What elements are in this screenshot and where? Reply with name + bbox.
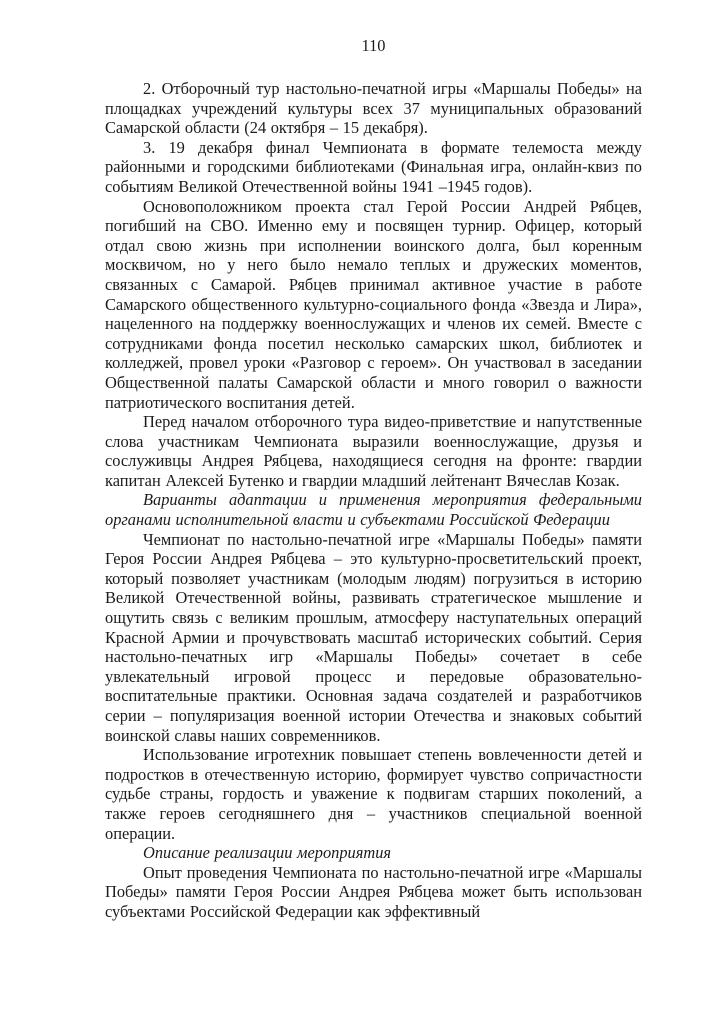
paragraph-qualifying-round: 2. Отборочный тур настольно-печатной игры «Маршалы Победы» на площадках учреждений культуры всех 37 муниципальных образований Самарской области (24 октября – 15 декабря). — [105, 79, 642, 138]
paragraph-experience-usage: Опыт проведения Чемпионата по настольно-печатной игре «Маршалы Победы» памяти Героя России Андрея Рябцева может быть использован субъектами Российской Федерации как эффективный — [105, 862, 642, 921]
document-body — [105, 79, 642, 922]
paragraph-final-round: 3. 19 декабря финал Чемпионата в формате телемоста между районными и городскими библиотеками (Финальная игра, онлайн-квиз по событиям Великой Отечественной войны 1941 –1945 годов). — [105, 137, 642, 196]
page-number: 110 — [361, 36, 386, 55]
heading-adaptation-options: Варианты адаптации и применения мероприятия федеральными органами исполнительной власти и субъектами Российской Федерации — [105, 490, 642, 530]
paragraph-game-techniques: Использование игротехник повышает степень вовлеченности детей и подростков в отечественную историю, формирует чувство сопричастности судьбе страны, гордость и уважение к подвигам старших поколений, а также героев сегодняшнего дня – участников специальной военной операции. — [105, 745, 642, 843]
heading-event-implementation: Описание реализации мероприятия — [143, 843, 392, 863]
paragraph-project-founder: Основоположником проекта стал Герой России Андрей Рябцев, погибший на СВО. Именно ему и посвящен турнир. Офицер, который отдал свою жизнь при исполнении воинского долга, был коренным москвичом, но у него было немало теплых и дружеских моментов, связанных с Самарой. Рябцев принимал активное участие в работе Самарского общественного культурно-социального фонда «Звезда и Лира», нацеленного на поддержку военнослужащих и членов их семей. Вместе с сотрудниками фонда посетил несколько самарских школ, библиотек и колледжей, провел уроки «Разговор с героем». Он участвовал в заседании Общественной палаты Самарской области и много говорил о важности патриотического воспитания детей. — [105, 196, 642, 412]
paragraph-video-greeting: Перед началом отборочного тура видео-приветствие и напутственные слова участникам Чемпионата выразили военнослужащие, друзья и сослуживцы Андрея Рябцева, находящиеся сегодня на фронте: гвардии капитан Алексей Бутенко и гвардии младший лейтенант Вячеслав Козак. — [105, 412, 642, 490]
paragraph-championship-description: Чемпионат по настольно-печатной игре «Маршалы Победы» памяти Героя России Андрея Рябцева – это культурно-просветительский проект, который позволяет участникам (молодым людям) погрузиться в историю Великой Отечественной войны, развивать стратегическое мышление и ощутить связь с великим прошлым, атмосферу наступательных операций Красной Армии и прочувствовать масштаб исторических событий. Серия настольно-печатных игр «Маршалы Победы» сочетает в себе увлекательный игровой процесс и передовые образовательно-воспитательные практики. Основная задача создателей и разработчиков серии – популяризация военной истории Отечества и знаковых событий воинской славы наших современников. — [105, 529, 642, 745]
